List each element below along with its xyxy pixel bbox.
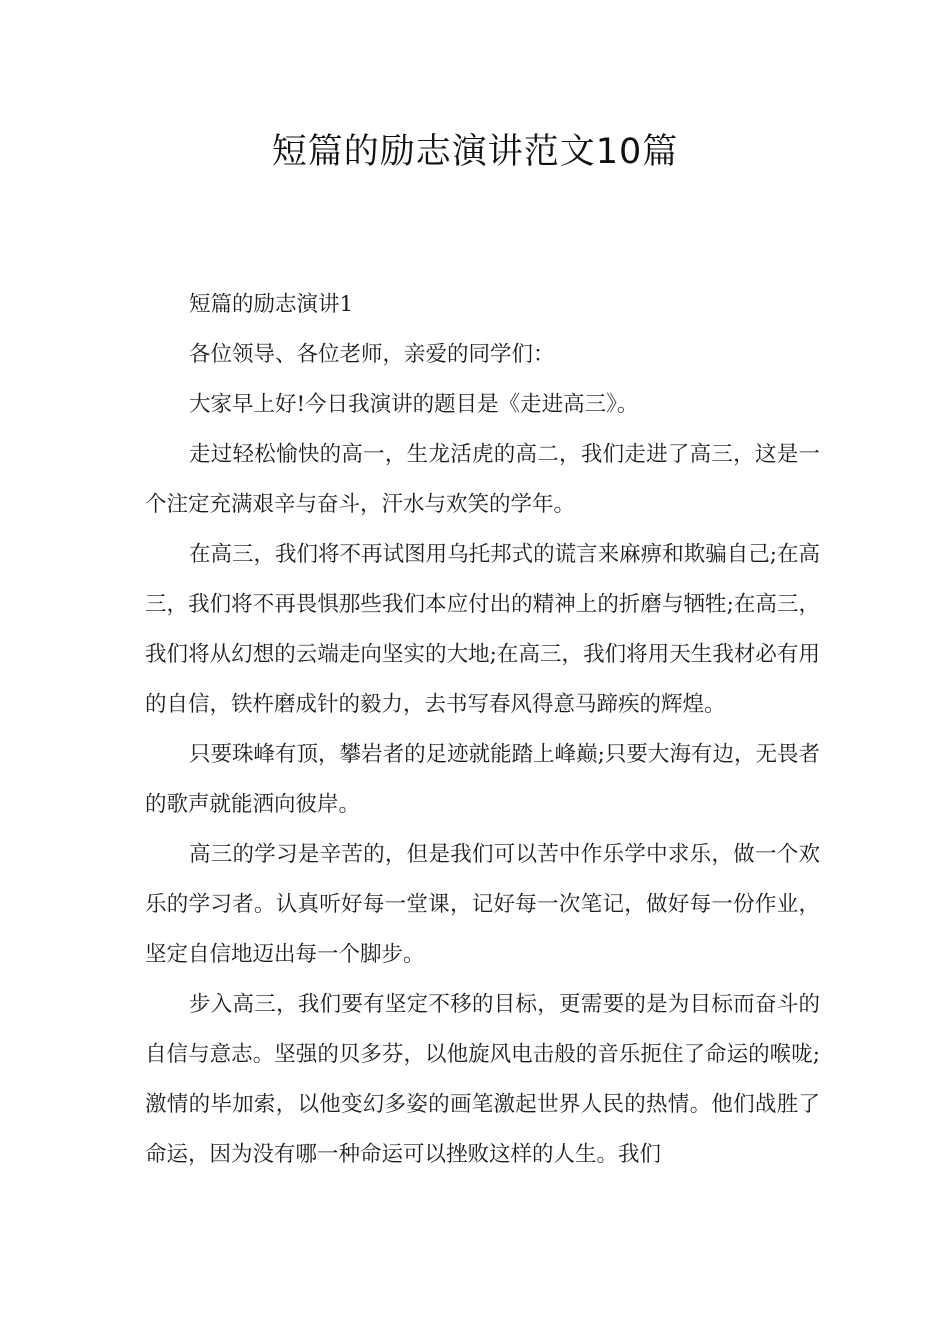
paragraph: 只要珠峰有顶，攀岩者的足迹就能踏上峰巅;只要大海有边，无畏者的歌声就能洒向彼岸。 [145,742,820,817]
document-body [145,280,820,1180]
paragraph-salutation: 各位领导、各位老师，亲爱的同学们： [189,342,555,367]
paragraph: 步入高三，我们要有坚定不移的目标，更需要的是为目标而奋斗的自信与意志。坚强的贝多芬，以他旋风电击般的音乐扼住了命运的喉咙;激情的毕加索，以他变幻多姿的画笔激起世界人民的热情。他们战胜了命运，因为没有哪一种命运可以挫败这样的人生。我们 [145,992,820,1167]
paragraph: 走过轻松愉快的高一，生龙活虎的高二，我们走进了高三，这是一个注定充满艰辛与奋斗，汗水与欢笑的学年。 [145,442,820,517]
paragraph: 高三的学习是辛苦的，但是我们可以苦中作乐学中求乐，做一个欢乐的学习者。认真听好每一堂课，记好每一次笔记，做好每一份作业，坚定自信地迈出每一个脚步。 [145,842,820,967]
paragraph: 在高三，我们将不再试图用乌托邦式的谎言来麻痹和欺骗自己;在高三，我们将不再畏惧那些我们本应付出的精神上的折磨与牺牲;在高三，我们将从幻想的云端走向坚实的大地;在高三，我们将用天生我材必有用的自信，铁杵磨成针的毅力，去书写春风得意马蹄疾的辉煌。 [145,542,820,717]
document-title: 短篇的励志演讲范文10篇 [271,132,679,172]
paragraph-greeting: 大家早上好!今日我演讲的题目是《走进高三》。 [189,392,639,417]
paragraph-heading: 短篇的励志演讲1 [189,292,354,317]
